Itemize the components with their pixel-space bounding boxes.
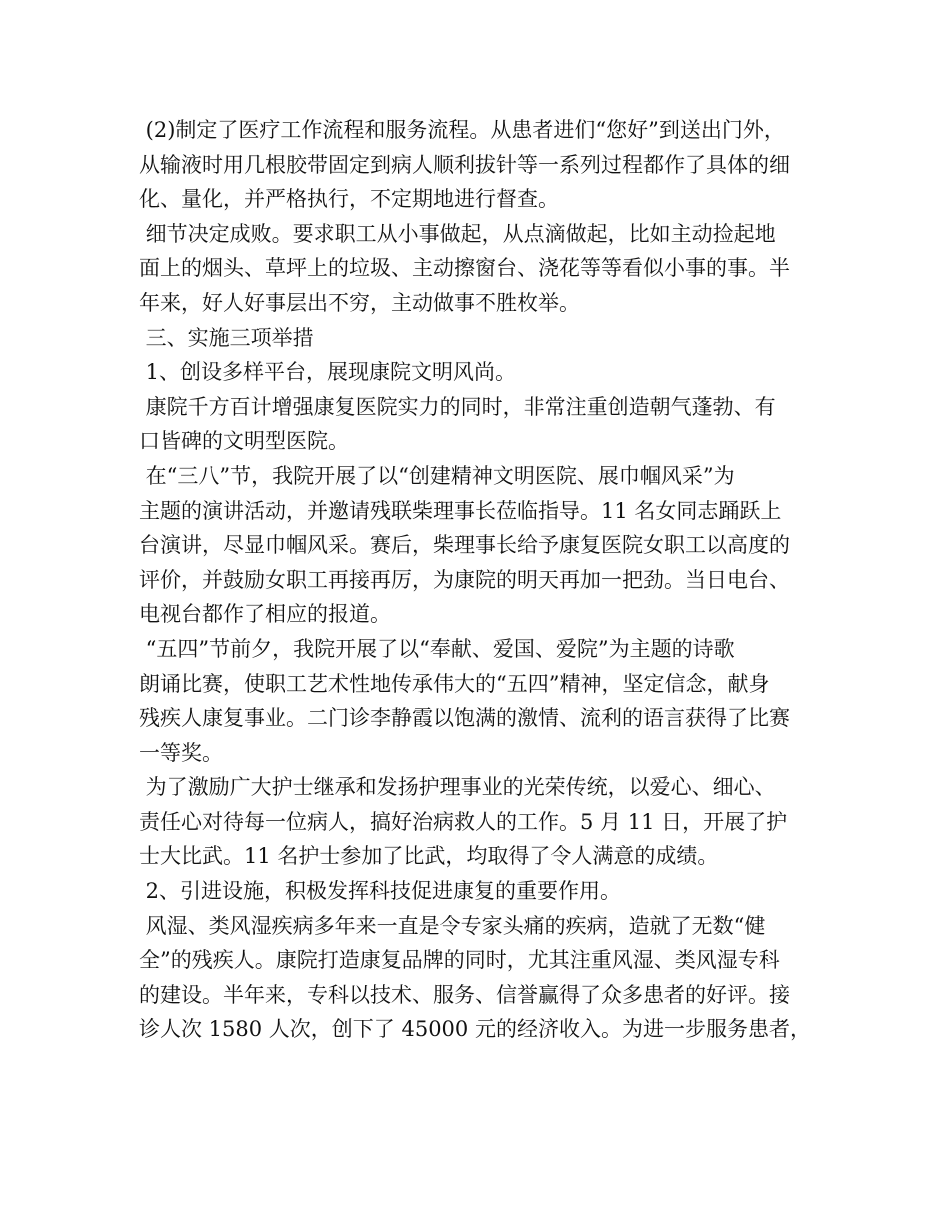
text-line: 评价，并鼓励女职工再接再厉，为康院的明天再加一把劲。当日电台、 (139, 567, 790, 592)
text-line: 台演讲，尽显巾帼风采。赛后，柴理事长给予康复医院女职工以高度的 (139, 533, 790, 558)
text-line: 全”的残疾人。康院打造康复品牌的同时，尤其注重风湿、类风湿专科 (139, 948, 780, 973)
text-line: 残疾人康复事业。二门诊李静霞以饱满的激情、流利的语言获得了比赛 (139, 706, 790, 731)
text-line: 年来，好人好事层出不穷，主动做事不胜枚举。 (139, 290, 580, 315)
text-line: 面上的烟头、草坪上的垃圾、主动擦窗台、浇花等等看似小事的事。半 (139, 256, 790, 281)
text-line: 责任心对待每一位病人，搞好治病救人的工作。5 月 11 日，开展了护 (139, 809, 788, 834)
text-line: 口皆碑的文明型医院。 (139, 429, 349, 454)
text-line: 细节决定成败。要求职工从小事做起，从点滴做起，比如主动捡起地 (139, 221, 776, 246)
text-line: “五四”节前夕，我院开展了以“奉献、爱国、爱院”为主题的诗歌 (139, 636, 735, 661)
subsection-heading: 1、创设多样平台，展现康院文明风尚。 (139, 360, 517, 385)
text-line: 的建设。半年来，专科以技术、服务、信誉赢得了众多患者的好评。接 (139, 982, 790, 1007)
text-line: 电视台都作了相应的报道。 (139, 602, 391, 627)
text-line: 主题的演讲活动，并邀请残联柴理事长莅临指导。11 名女同志踊跃上 (139, 498, 782, 523)
text-line: 在“三八”节，我院开展了以“创建精神文明医院、展巾帼风采”为 (139, 463, 735, 488)
text-line: 士大比武。11 名护士参加了比武，均取得了令人满意的成绩。 (139, 844, 719, 869)
text-line: 化、量化，并严格执行，不定期地进行督查。 (139, 187, 559, 212)
text-line: 康院千方百计增强康复医院实力的同时，非常注重创造朝气蓬勃、有 (139, 394, 776, 419)
text-line: 一等奖。 (139, 740, 223, 765)
text-line: 诊人次 1580 人次，创下了 45000 元的经济收入。为进一步服务患者， (139, 1017, 811, 1042)
text-line: 风湿、类风湿疾病多年来一直是令专家头痛的疾病，造就了无数“健 (139, 913, 766, 938)
text-line: 为了激励广大护士继承和发扬护理事业的光荣传统，以爱心、细心、 (139, 775, 776, 800)
text-line: 从输液时用几根胶带固定到病人顺利拔针等一系列过程都作了具体的细 (139, 152, 790, 177)
text-line: 朗诵比赛，使职工艺术性地传承伟大的“五四”精神，坚定信念，献身 (139, 671, 770, 696)
body-text (139, 113, 819, 1047)
section-heading: 三、实施三项举措 (139, 325, 314, 350)
subsection-heading: 2、引进设施，积极发挥科技促进康复的重要作用。 (139, 879, 622, 904)
text-line: (2)制定了医疗工作流程和服务流程。从患者进们“您好”到送出门外， (139, 118, 785, 142)
